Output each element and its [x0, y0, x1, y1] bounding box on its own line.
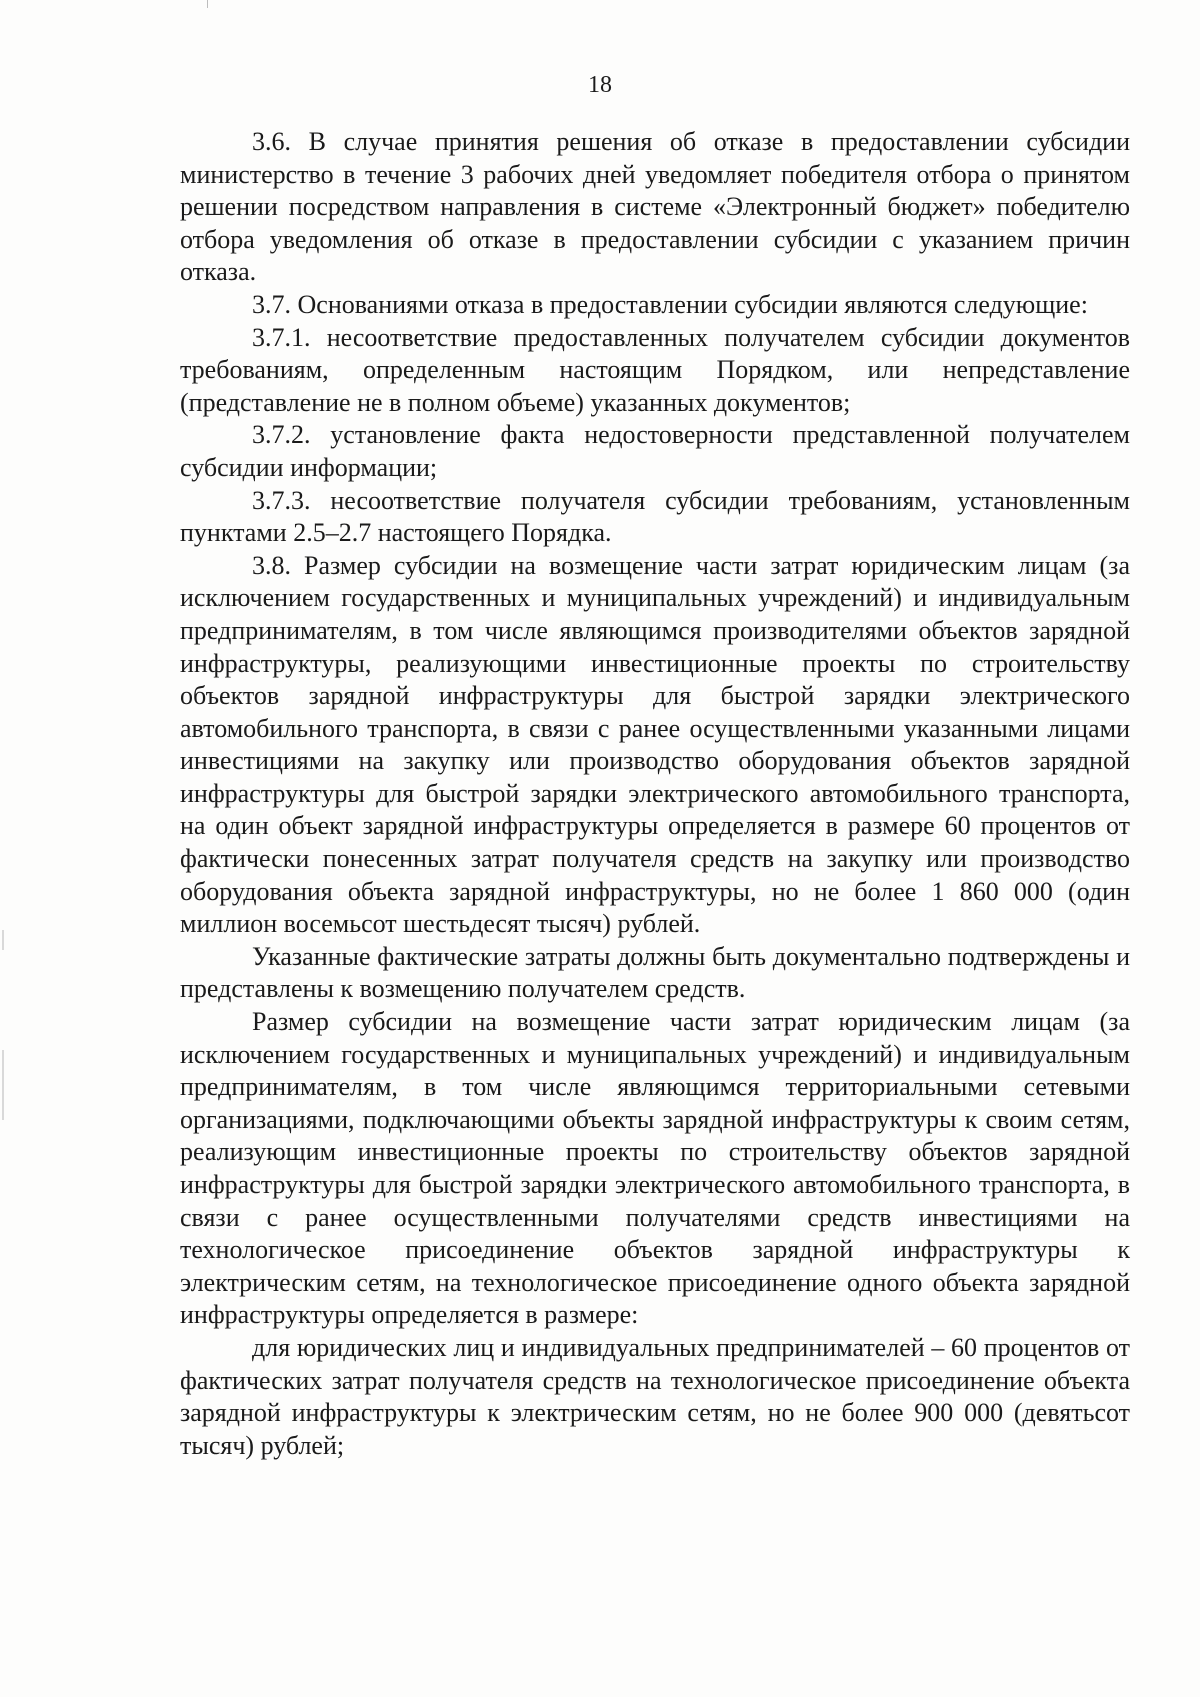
page-number: 18	[588, 72, 612, 98]
paragraph-grid-connection-subsidy: Размер субсидии на возмещение части затрат юридическим лицам (за исключением государственных и муниципальных учреждений) и индивидуальным предпринимателям, в том числе являющимся территориальными сетевыми организациями, подключающими объекты зарядной инфраструктуры к своим сетям, реализующим инвестиционные проекты по строительству объектов зарядной инфраструктуры для быстрой зарядки электрического автомобильного транспорта, в связи с ранее осуществленными получателями средств инвестициями на технологическое присоединение объектов зарядной инфраструктуры к электрическим сетям, на технологическое присоединение одного объекта зарядной инфраструктуры определяется в размере:	[180, 1007, 1130, 1330]
paragraph-3-7-1: 3.7.1. несоответствие предоставленных получателем субсидии документов требованиям, определенным настоящим Порядком, или непредставление (представление не в полном объеме) указанных документов;	[180, 322, 1130, 417]
paragraph-3-7: 3.7. Основаниями отказа в предоставлении субсидии являются следующие:	[252, 289, 1088, 319]
paragraph-3-8: 3.8. Размер субсидии на возмещение части затрат юридическим лицам (за исключением государственных и муниципальных учреждений) и индивидуальным предпринимателям, в том числе являющимся производителями объектов зарядной инфраструктуры, реализующими инвестиционные проекты по строительству объектов зарядной инфраструктуры для быстрой зарядки электрического автомобильного транспорта, в связи с ранее осуществленными указанными лицами инвестициями на закупку или производство оборудования объектов зарядной инфраструктуры для быстрой зарядки электрического автомобильного транспорта, на один объект зарядной инфраструктуры определяется в размере 60 процентов от фактически понесенных затрат получателя средств на закупку или производство оборудования объекта зарядной инфраструктуры, но не более 1 860 000 (один миллион восемьсот шестьдесят тысяч) рублей.	[180, 550, 1130, 939]
paragraph-costs-confirmed: Указанные фактические затраты должны быть документально подтверждены и представлены к возмещению получателем средств.	[180, 941, 1130, 1004]
scan-edge-mark	[2, 1050, 4, 1120]
paragraph-3-6: 3.6. В случае принятия решения об отказе в предоставлении субсидии министерство в течение 3 рабочих дней уведомляет победителя отбора о принятом решении посредством направления в системе «Электронный бюджет» победителю отбора уведомления об отказе в предоставлении субсидии с указанием причин отказа.	[180, 127, 1130, 287]
document-body	[180, 126, 1130, 1462]
scan-edge-mark	[2, 930, 4, 950]
paragraph-3-7-2: 3.7.2. установление факта недостоверности представленной получателем субсидии информации;	[180, 420, 1130, 482]
paragraph-legal-entities-rate: для юридических лиц и индивидуальных предпринимателей – 60 процентов от фактических затрат получателя средств на технологическое присоединение объекта зарядной инфраструктуры к электрическим сетям, но не более 900 000 (девятьсот тысяч) рублей;	[180, 1332, 1130, 1460]
scan-speck	[207, 0, 208, 8]
paragraph-3-7-3: 3.7.3. несоответствие получателя субсидии требованиям, установленным пунктами 2.5–2.7 настоящего Порядка.	[180, 485, 1130, 548]
